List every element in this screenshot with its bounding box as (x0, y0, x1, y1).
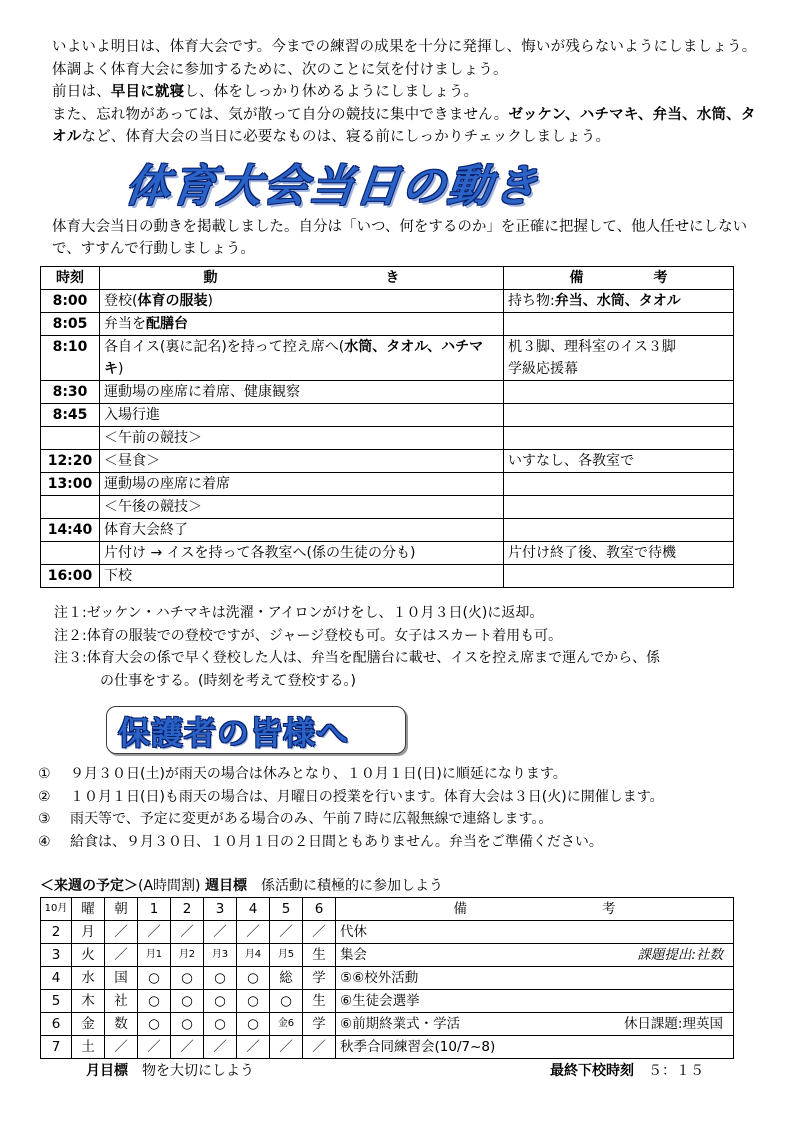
week-dow: 水 (72, 967, 105, 990)
p2-bold: 早目に就寝 (110, 84, 185, 100)
schedule-time: 8:45 (41, 404, 100, 427)
week-period-cell: ／ (105, 921, 138, 944)
schedule-row (41, 542, 734, 565)
week-period-cell: ○ (237, 990, 270, 1013)
week-period-cell: ○ (204, 990, 237, 1013)
note-text: 片付け終了後、教室で待機 (508, 545, 676, 561)
intro-text (38, 36, 758, 149)
parents-item-number: ③ (38, 811, 51, 827)
schedule-note (504, 336, 734, 381)
parents-item-number: ④ (38, 833, 51, 850)
schedule-action (100, 336, 504, 381)
week-row (41, 990, 734, 1013)
week-dow: 火 (72, 944, 105, 967)
week-note (336, 921, 734, 944)
week-period-cell: 月5 (270, 944, 303, 967)
week-period-cell: ／ (303, 1036, 336, 1059)
week-note-right: 休日課題:理英国 (623, 1016, 723, 1032)
action-text: ＜午前の競技＞ (104, 430, 202, 446)
schedule-note (504, 519, 734, 542)
note-3-cont: の仕事をする。(時刻を考えて登校する。) (100, 672, 356, 689)
parents-item-text: ９月３０日(土)が雨天の場合は休みとなり、１０月１日(日)に順延になります。 (70, 766, 567, 782)
week-period-cell: ○ (171, 990, 204, 1013)
parents-item-number: ② (38, 788, 51, 805)
week-day: 3 (41, 944, 72, 967)
action-text: ＜昼食＞ (104, 453, 160, 469)
week-note (336, 990, 734, 1013)
notes (54, 602, 754, 692)
action-bold: 体育の服装 (137, 293, 208, 309)
p2-text-post: し、体をしっかり休めるようにしましょう。 (184, 84, 479, 100)
note-text: 持ち物: (508, 293, 555, 309)
banner-day-schedule: 体育大会当日の動き (122, 161, 543, 212)
week-period-cell: ／ (105, 944, 138, 967)
schedule-intro-text: 体育大会当日の動きを掲載しました。自分は「いつ、何をするのか」を正確に把握して、他人任せにしないで、すすんで行動しましょう。 (52, 219, 748, 257)
week-note-text: ⑥前期終業式・学活 (340, 1016, 461, 1032)
schedule-note (504, 404, 734, 427)
schedule-time (41, 427, 100, 450)
schedule-intro (38, 216, 758, 260)
week-period-cell: 総 (270, 967, 303, 990)
parents-item-text: 給食は、９月３０日、１０月１日の２日間ともありません。弁当をご準備ください。 (70, 833, 603, 850)
header-note: 備 考 (504, 267, 734, 290)
schedule-action (100, 565, 504, 588)
schedule-time: 8:00 (41, 290, 100, 313)
schedule-table (40, 266, 734, 588)
week-period-cell: ／ (204, 1036, 237, 1059)
week-header-cell: 3 (204, 898, 237, 921)
schedule-note (504, 290, 734, 313)
week-note-text: ⑥生徒会選挙 (340, 993, 420, 1009)
schedule-row (41, 450, 734, 473)
week-header-cell: 2 (171, 898, 204, 921)
week-dow: 月 (72, 921, 105, 944)
schedule-action (100, 519, 504, 542)
week-note-text: 代休 (340, 924, 367, 940)
schedule-row (41, 381, 734, 404)
action-text: 運動場の座席に着席、健康観察 (104, 384, 300, 400)
week-period-cell: ／ (138, 1036, 171, 1059)
week-day: 5 (41, 990, 72, 1013)
parents-item (38, 808, 778, 831)
week-row (41, 944, 734, 967)
week-period-cell: ／ (270, 1036, 303, 1059)
week-row (41, 1013, 734, 1036)
week-note (336, 944, 734, 967)
week-day: 7 (41, 1036, 72, 1059)
schedule-time: 8:05 (41, 313, 100, 336)
week-period-cell: ○ (237, 1013, 270, 1036)
schedule-action (100, 542, 504, 565)
week-period-cell: 学 (303, 1013, 336, 1036)
schedule-time: 14:40 (41, 519, 100, 542)
schedule-note (504, 542, 734, 565)
week-period-cell: ／ (303, 921, 336, 944)
week-note (336, 1013, 734, 1036)
week-period-cell: ／ (171, 1036, 204, 1059)
action-text: 各自イス(裏に記名)を持って控え席へ( (104, 339, 345, 355)
schedule-row (41, 427, 734, 450)
week-period-cell: ／ (237, 921, 270, 944)
action-text: 下校 (104, 568, 132, 584)
parents-list (38, 763, 778, 853)
note-text: いすなし、各教室で (508, 453, 634, 469)
week-note-text: 集会 (340, 947, 367, 963)
p3-text: また、忘れ物があっては、気が散って自分の競技に集中できません。 (52, 106, 509, 123)
week-row (41, 967, 734, 990)
parents-item (38, 831, 778, 854)
week-header-cell: 備 考 (336, 898, 734, 921)
schedule-row (41, 519, 734, 542)
week-period-cell: ／ (270, 921, 303, 944)
week-note-right: 課題提出:社数 (637, 947, 723, 963)
schedule-time: 8:30 (41, 381, 100, 404)
schedule-note (504, 565, 734, 588)
schedule-action (100, 313, 504, 336)
schedule-note (504, 313, 734, 336)
parents-item (38, 786, 778, 809)
week-row (41, 1036, 734, 1059)
week-day: 6 (41, 1013, 72, 1036)
schedule-row (41, 313, 734, 336)
schedule-note (504, 427, 734, 450)
week-period-cell: ○ (138, 1013, 171, 1036)
week-period-cell: ○ (138, 967, 171, 990)
schedule-action (100, 450, 504, 473)
week-note (336, 967, 734, 990)
p3-text-post: など、体育大会の当日に必要なものは、寝る前にしっかりチェックしましょう。 (81, 129, 611, 145)
intro-paragraph-2 (38, 81, 758, 104)
note-bold: 弁当、水筒、タオル (554, 293, 681, 309)
schedule-row (41, 290, 734, 313)
action-text-post: ) (207, 293, 213, 309)
p2-text: 前日は、 (52, 84, 111, 100)
parents-item-number: ① (38, 766, 51, 782)
week-period-cell: ○ (270, 990, 303, 1013)
week-goal-text: 係活動に積極的に参加しよう (246, 878, 443, 894)
week-dow: 土 (72, 1036, 105, 1059)
schedule-time: 8:10 (41, 336, 100, 381)
schedule-row (41, 404, 734, 427)
schedule-action (100, 290, 504, 313)
week-header-row (41, 898, 734, 921)
parents-item-text: 雨天等で、予定に変更がある場合のみ、午前７時に広報無線で連絡します。。 (70, 811, 553, 827)
last-dismissal-label: 最終下校時刻 (550, 1063, 634, 1079)
week-note (336, 1036, 734, 1059)
week-period-cell: 生 (303, 944, 336, 967)
header-action: 動 き (100, 267, 504, 290)
note-line2: 学級応援幕 (508, 361, 578, 377)
note-2: 注２:体育の服装での登校ですが、ジャージ登校も可。女子はスカート着用も可。 (54, 627, 563, 644)
schedule-time: 16:00 (41, 565, 100, 588)
week-table (40, 897, 734, 1059)
week-period-cell: 月4 (237, 944, 270, 967)
schedule-header-row (41, 267, 734, 290)
month-goal-text: 物を大切にしよう (128, 1063, 254, 1079)
week-period-cell: 数 (105, 1013, 138, 1036)
schedule-row (41, 496, 734, 519)
week-period-cell: ／ (171, 921, 204, 944)
week-period-cell: 学 (303, 967, 336, 990)
schedule-action (100, 404, 504, 427)
schedule-time (41, 542, 100, 565)
week-period-cell: ／ (237, 1036, 270, 1059)
week-period-cell: ／ (138, 921, 171, 944)
week-period-cell: 月3 (204, 944, 237, 967)
week-header-cell: 4 (237, 898, 270, 921)
week-dow: 木 (72, 990, 105, 1013)
footer (86, 1060, 726, 1080)
week-header-cell: 1 (138, 898, 171, 921)
week-period-cell: 生 (303, 990, 336, 1013)
week-period-cell: 社 (105, 990, 138, 1013)
week-header-cell: 6 (303, 898, 336, 921)
schedule-note (504, 381, 734, 404)
note-text: 机３脚、理科室のイス３脚 (508, 339, 676, 355)
week-period-cell: 月2 (171, 944, 204, 967)
action-text: 弁当を (104, 316, 146, 332)
week-period-cell: 月1 (138, 944, 171, 967)
parents-item-text: １０月１日(日)も雨天の場合は、月曜日の授業を行います。体育大会は３日(火)に開催します。 (70, 788, 664, 805)
action-bold: 水筒、タオル、ハチマキ (104, 339, 484, 377)
week-day: 4 (41, 967, 72, 990)
header-time: 時刻 (41, 267, 100, 290)
note-3: 注３:体育大会の係で早く登校した人は、弁当を配膳台に載せ、イスを控え席まで運んでから、係 (54, 650, 661, 666)
action-bold: 配膳台 (146, 316, 188, 332)
week-day: 2 (41, 921, 72, 944)
last-dismissal-time: ５：１５ (634, 1063, 704, 1079)
week-header-cell: 朝 (105, 898, 138, 921)
action-text: 登校( (104, 293, 138, 309)
week-period-cell: 金6 (270, 1013, 303, 1036)
week-header-cell: 曜 (72, 898, 105, 921)
schedule-action (100, 427, 504, 450)
week-period-cell: ○ (171, 967, 204, 990)
week-dow: 金 (72, 1013, 105, 1036)
banner-parents: 保護者の皆様へ (118, 714, 350, 752)
week-title (40, 875, 443, 895)
schedule-note (504, 473, 734, 496)
p3-bold: ゼッケン、ハチマキ、弁当、水筒、タオル (52, 106, 756, 145)
week-title-mid: (A時間割) (138, 878, 205, 894)
intro-paragraph-3 (38, 104, 758, 149)
week-note-text: 秋季合同練習会(10/7~8) (340, 1039, 496, 1055)
schedule-note (504, 450, 734, 473)
week-goal-label: 週目標 (204, 878, 247, 894)
schedule-action (100, 381, 504, 404)
week-note-text: ⑤⑥校外活動 (340, 970, 419, 986)
month-goal-label: 月目標 (86, 1063, 128, 1079)
schedule-time: 13:00 (41, 473, 100, 496)
intro-paragraph-1: いよいよ明日は、体育大会です。今までの練習の成果を十分に発揮し、悔いが残らないようにしましょう。体調よく体育大会に参加するために、次のことに気を付けましょう。 (52, 39, 757, 78)
week-period-cell: ○ (204, 1013, 237, 1036)
action-text: 片付け → イスを持って各教室へ(係の生徒の分も) (104, 545, 416, 561)
action-text: 入場行進 (104, 407, 160, 423)
week-title-label: ＜来週の予定＞ (40, 878, 138, 894)
action-text-post: ) (118, 361, 124, 377)
schedule-time (41, 496, 100, 519)
week-period-cell: ／ (204, 921, 237, 944)
action-text: 体育大会終了 (104, 522, 188, 538)
schedule-row (41, 336, 734, 381)
note-1: 注１:ゼッケン・ハチマキは洗濯・アイロンがけをし、１０月３日(火)に返却。 (54, 605, 544, 621)
week-period-cell: ／ (105, 1036, 138, 1059)
parents-item (38, 763, 778, 786)
week-period-cell: 国 (105, 967, 138, 990)
schedule-action (100, 473, 504, 496)
week-period-cell: ○ (138, 990, 171, 1013)
schedule-note (504, 496, 734, 519)
action-text: ＜午後の競技＞ (104, 499, 202, 515)
schedule-time: 12:20 (41, 450, 100, 473)
week-header-cell: 5 (270, 898, 303, 921)
week-row (41, 921, 734, 944)
week-period-cell: ○ (171, 1013, 204, 1036)
schedule-action (100, 496, 504, 519)
week-period-cell: ○ (237, 967, 270, 990)
action-text: 運動場の座席に着席 (104, 476, 230, 492)
schedule-row (41, 473, 734, 496)
schedule-row (41, 565, 734, 588)
week-period-cell: ○ (204, 967, 237, 990)
week-header-cell: 10月 (41, 898, 72, 921)
last-dismissal (550, 1060, 704, 1080)
